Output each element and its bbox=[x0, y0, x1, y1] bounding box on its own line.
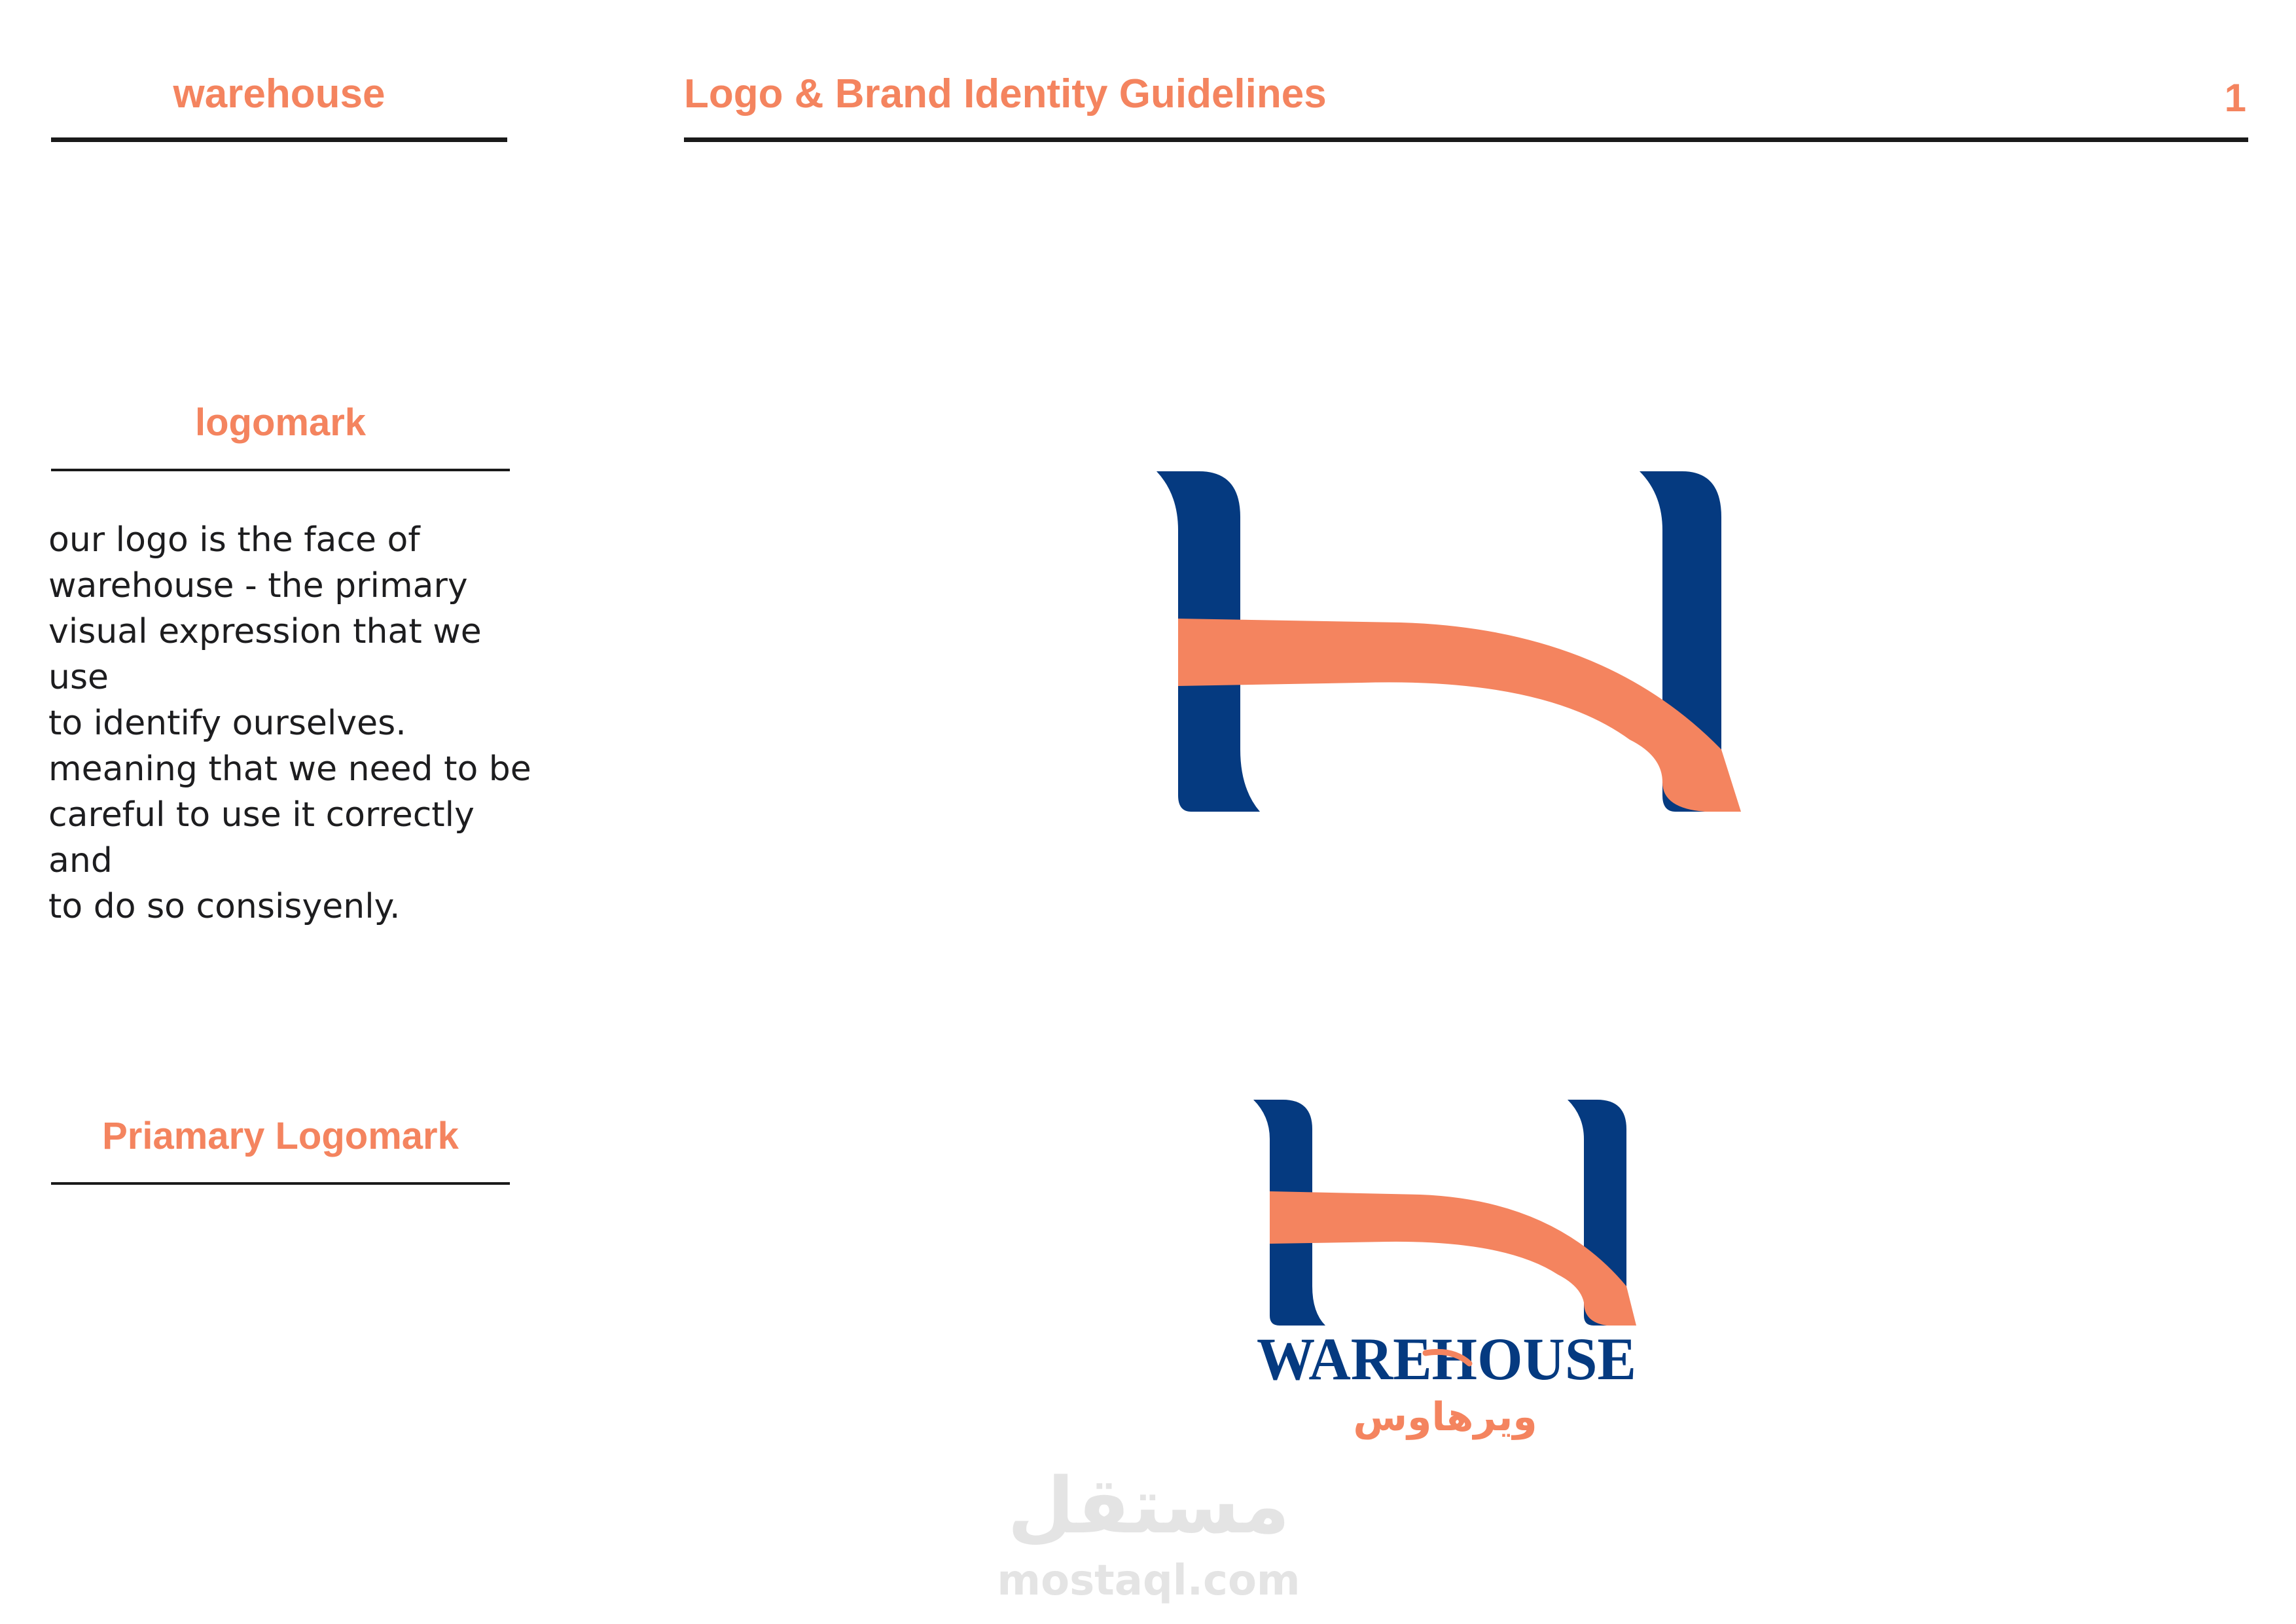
body-line: to identify ourselves. bbox=[48, 704, 406, 743]
section-title-logomark: logomark bbox=[194, 401, 367, 444]
body-line: our logo is the face of bbox=[48, 520, 420, 560]
primary-logo-icon bbox=[1244, 1090, 1649, 1456]
logomark-crossbar bbox=[1178, 619, 1741, 812]
body-line: to do so consisyenly. bbox=[48, 887, 401, 926]
watermark bbox=[975, 1456, 1322, 1614]
body-line: warehouse - the primary bbox=[48, 566, 468, 605]
body-line: careful to use it correctly and bbox=[48, 795, 475, 880]
body-line: visual expression that we use bbox=[48, 612, 482, 697]
logomark-h-icon bbox=[1152, 468, 1741, 815]
section-divider-logomark bbox=[51, 469, 510, 471]
section-divider-primary-logomark bbox=[51, 1182, 510, 1185]
watermark-latin: mostaql.com bbox=[997, 1557, 1300, 1605]
section-body-text bbox=[48, 517, 533, 929]
section-title-primary-logomark: Priamary Logomark bbox=[102, 1115, 459, 1157]
watermark-arabic: مستقل bbox=[1007, 1460, 1290, 1551]
primary-logo-crossbar bbox=[1270, 1191, 1636, 1326]
brand-divider bbox=[51, 137, 507, 142]
wordmark-latin: WAREHOUSE bbox=[1257, 1326, 1636, 1392]
brand-name: warehouse bbox=[173, 71, 386, 117]
title-divider bbox=[684, 137, 2248, 142]
body-line: meaning that we need to be bbox=[48, 749, 531, 789]
wordmark-arabic: ويرهاوس bbox=[1353, 1394, 1537, 1440]
page-number: 1 bbox=[2224, 76, 2246, 120]
document-title: Logo & Brand Identity Guidelines bbox=[684, 71, 1327, 117]
